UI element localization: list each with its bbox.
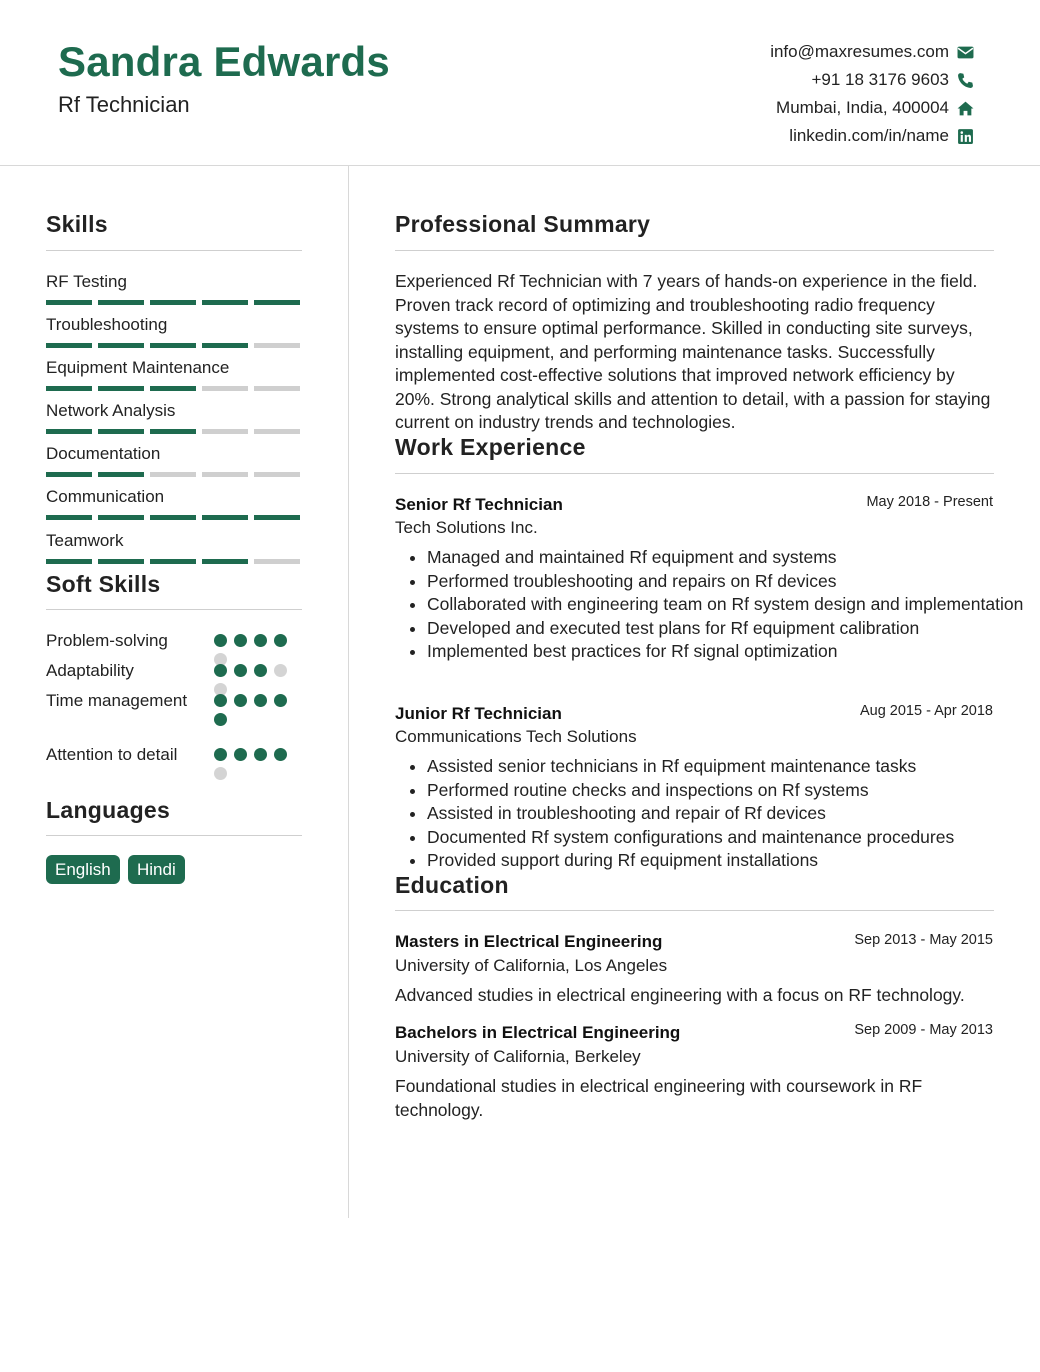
soft-skill-label: Time management [46,691,188,710]
skill-level-segment [98,472,144,477]
skill-level-segment [98,343,144,348]
skill-level-segment [150,429,196,434]
list-item: • Collaborated with engineering team on Rf system design and implementation [427,593,1027,617]
skill-item [46,529,302,564]
skill-level-segment [98,559,144,564]
skill-level-segment [202,386,248,391]
contact-location [770,94,974,122]
skills-divider [46,250,302,251]
skill-label: Teamwork [46,531,124,550]
school-name: University of California, Los Angeles [395,956,668,975]
list-item: • Documented Rf system configurations and maintenance procedures [427,826,1027,850]
rating-dot [234,634,247,647]
skill-level-segment [202,300,248,305]
job-company: Communications Tech Solutions [395,727,637,746]
soft-skill-rating [214,664,294,696]
contact-phone-text: +91 18 3176 9603 [811,70,949,89]
education-heading: Education [395,872,509,898]
rating-dot [254,634,267,647]
rating-dot [254,748,267,761]
rating-dot [214,713,227,726]
skill-item [46,356,302,391]
list-item: • Performed routine checks and inspections on Rf systems [427,779,1027,803]
skill-item [46,485,302,520]
skill-level-segment [254,515,300,520]
soft-skill-rating [214,634,294,666]
summary-text: Experienced Rf Technician with 7 years of hands-on experience in the field. Proven track record of optimizing and troubleshooting radio frequency systems to ensure optimal performance. Skilled in conducting site surveys, installing equipment, and performing maintenance tasks. Successfully implemented cost-effective solutions that improved network efficiency by 20%. Strong analytical skills and attention to detail, with a passion for staying current on industry trends and technologies. [395,271,991,432]
candidate-name: Sandra Edwards [58,38,390,85]
job-date: Aug 2015 - Apr 2018 [859,703,993,719]
skill-label: Communication [46,487,165,506]
job-title: Senior Rf Technician [395,495,563,514]
education-divider [395,910,994,911]
skill-level-segment [150,343,196,348]
job-title: Junior Rf Technician [395,704,562,723]
school-name: University of California, Berkeley [395,1047,641,1066]
skill-level-bar [46,472,302,477]
candidate-role: Rf Technician [58,92,190,117]
contact-email[interactable] [770,38,974,66]
skill-label: Network Analysis [46,401,176,420]
rating-dot [274,694,287,707]
work-divider [395,473,994,474]
skills-heading: Skills [46,211,108,237]
rating-dot [254,664,267,677]
skill-level-segment [150,386,196,391]
summary-heading: Professional Summary [395,211,651,237]
languages-divider [46,835,302,836]
skill-level-segment [46,300,92,305]
list-item: • Assisted senior technicians in Rf equipment maintenance tasks [427,755,1027,779]
soft-skill-label: Problem-solving [46,631,168,650]
skill-label: Troubleshooting [46,315,168,334]
rating-dot [214,664,227,677]
rating-dot [214,748,227,761]
skill-level-segment [202,515,248,520]
skill-level-segment [46,515,92,520]
contact-linkedin[interactable] [770,122,974,150]
degree-title: Bachelors in Electrical Engineering [395,1023,681,1042]
job-bullets [395,546,1027,664]
phone-icon [957,72,974,89]
skill-level-segment [46,472,92,477]
skill-item [46,442,302,477]
skill-level-segment [202,429,248,434]
list-item: • Assisted in troubleshooting and repair of Rf devices [427,802,1027,826]
skill-level-segment [46,429,92,434]
skill-level-bar [46,386,302,391]
list-item: • Developed and executed test plans for Rf equipment calibration [427,617,1027,641]
rating-dot [274,664,287,677]
contact-location-text: Mumbai, India, 400004 [776,98,949,117]
skill-level-segment [202,559,248,564]
rating-dot [274,634,287,647]
job-date: May 2018 - Present [866,494,993,510]
skill-label: RF Testing [46,272,127,291]
skill-level-segment [150,472,196,477]
degree-description: Advanced studies in electrical engineering with a focus on RF technology. [395,985,965,1005]
degree-date: Sep 2013 - May 2015 [854,932,993,948]
job-bullets [395,755,1027,873]
rating-dot [274,748,287,761]
rating-dot [254,694,267,707]
list-item: • Managed and maintained Rf equipment and systems [427,546,1027,570]
rating-dot [234,664,247,677]
rating-dot [214,694,227,707]
skill-level-segment [254,429,300,434]
skill-level-segment [98,515,144,520]
skill-level-bar [46,559,302,564]
rating-dot [214,767,227,780]
skill-level-segment [254,343,300,348]
skill-level-segment [46,386,92,391]
contact-linkedin-text: linkedin.com/in/name [789,126,949,145]
skill-label: Documentation [46,444,161,463]
skill-level-segment [150,559,196,564]
summary-divider [395,250,994,251]
language-badge: English [46,855,120,884]
list-item: • Implemented best practices for Rf signal optimization [427,640,1027,664]
soft-skills-heading: Soft Skills [46,571,161,597]
languages-heading: Languages [46,797,171,823]
rating-dot [234,748,247,761]
soft-skill-label: Adaptability [46,661,134,680]
skill-item [46,399,302,434]
skill-level-segment [254,386,300,391]
rating-dot [234,694,247,707]
rating-dot [214,634,227,647]
list-item: • Performed troubleshooting and repairs on Rf devices [427,570,1027,594]
skill-level-segment [202,343,248,348]
skill-level-bar [46,300,302,305]
skill-level-bar [46,429,302,434]
skill-label: Equipment Maintenance [46,358,230,377]
degree-description: Foundational studies in electrical engineering with coursework in RF technology. [395,1076,923,1120]
skill-level-bar [46,343,302,348]
soft-skill-label: Attention to detail [46,745,178,764]
skill-level-segment [202,472,248,477]
soft-skills-divider [46,609,302,610]
skill-level-segment [150,515,196,520]
skill-level-segment [150,300,196,305]
skill-level-segment [98,429,144,434]
skill-level-segment [254,300,300,305]
skill-item [46,270,302,305]
skill-level-segment [254,559,300,564]
skill-level-bar [46,515,302,520]
skill-level-segment [254,472,300,477]
contact-email-text: info@maxresumes.com [770,42,949,61]
resume-header [0,0,1040,166]
skill-level-segment [98,300,144,305]
soft-skill-rating [214,694,294,726]
skill-level-segment [46,559,92,564]
soft-skill-rating [214,748,294,780]
envelope-icon [957,44,974,61]
degree-date: Sep 2009 - May 2013 [854,1022,993,1038]
work-heading: Work Experience [395,434,586,460]
skill-level-segment [98,386,144,391]
contact-list [770,38,974,150]
degree-title: Masters in Electrical Engineering [395,932,663,951]
linkedin-icon [957,128,974,145]
skill-item [46,313,302,348]
job-company: Tech Solutions Inc. [395,518,538,537]
contact-phone[interactable] [770,66,974,94]
home-icon [957,100,974,117]
list-item: • Provided support during Rf equipment installations [427,849,1027,873]
language-badge: Hindi [128,855,185,884]
skill-level-segment [46,343,92,348]
